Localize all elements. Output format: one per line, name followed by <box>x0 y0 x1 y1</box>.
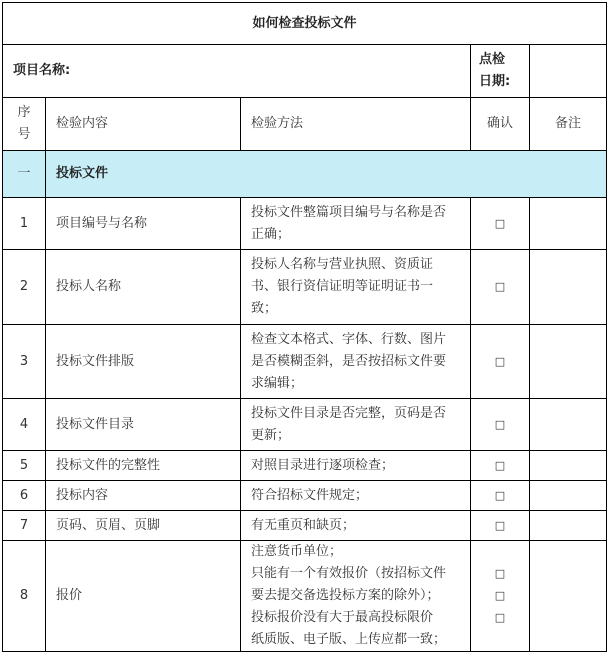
table-title: 如何检查投标文件 <box>3 3 607 45</box>
method-line: 正确； <box>251 226 291 242</box>
row-method <box>241 451 471 481</box>
table-row <box>3 481 607 511</box>
confirm-checkbox[interactable]: □ <box>494 589 506 602</box>
confirm-checkbox[interactable]: □ <box>494 280 506 293</box>
remark-cell[interactable] <box>530 451 607 481</box>
column-header-remark: 备注 <box>530 98 607 151</box>
method-line: 检查文本格式、字体、行数、图片 <box>251 331 447 347</box>
table-row <box>3 511 607 541</box>
confirm-cell <box>471 541 530 652</box>
confirm-checkbox[interactable]: □ <box>494 567 506 580</box>
row-number: 1 <box>3 198 46 250</box>
row-content: 项目编号与名称 <box>46 198 241 250</box>
confirm-cell <box>471 250 530 325</box>
check-date-value[interactable] <box>530 45 607 98</box>
row-method <box>241 541 471 652</box>
row-content: 页码、页眉、页脚 <box>46 511 241 541</box>
confirm-checkbox[interactable]: □ <box>494 458 506 472</box>
row-number: 8 <box>3 541 46 652</box>
row-method <box>241 325 471 399</box>
remark-cell[interactable] <box>530 399 607 451</box>
remark-cell[interactable] <box>530 481 607 511</box>
section-number: 一 <box>3 151 46 198</box>
row-number: 4 <box>3 399 46 451</box>
row-method <box>241 511 471 541</box>
row-content: 投标文件排版 <box>46 325 241 399</box>
row-content: 投标文件的完整性 <box>46 451 241 481</box>
row-method <box>241 198 471 250</box>
confirm-checkbox[interactable]: □ <box>494 518 506 532</box>
table-row <box>3 399 607 451</box>
row-number: 6 <box>3 481 46 511</box>
row-number: 5 <box>3 451 46 481</box>
method-line: 更新； <box>251 427 291 443</box>
table-row <box>3 325 607 399</box>
method-line: 符合招标文件规定； <box>251 487 369 503</box>
method-line: 求编辑； <box>251 375 304 391</box>
column-header-content: 检验内容 <box>46 98 241 151</box>
row-method <box>241 399 471 451</box>
table-row <box>3 451 607 481</box>
method-line: 对照目录进行逐项检查； <box>251 457 395 473</box>
table-row <box>3 541 607 652</box>
row-number: 2 <box>3 250 46 325</box>
confirm-cell <box>471 451 530 481</box>
table-body <box>3 198 607 652</box>
method-line: 纸质版、电子版、上传应都一致； <box>251 632 447 647</box>
row-method <box>241 250 471 325</box>
confirm-checkbox[interactable]: □ <box>494 611 506 624</box>
confirm-checkbox[interactable]: □ <box>494 354 506 368</box>
row-number: 7 <box>3 511 46 541</box>
remark-cell[interactable] <box>530 250 607 325</box>
column-header-no: 序 号 <box>3 98 46 151</box>
section-row <box>3 151 607 198</box>
table-row <box>3 198 607 250</box>
check-date-label: 点检 日期: <box>471 45 530 98</box>
project-info-row <box>3 45 607 98</box>
inspection-table <box>2 2 607 652</box>
column-header-confirm: 确认 <box>471 98 530 151</box>
method-line: 投标人名称与营业执照、资质证 <box>251 257 434 272</box>
method-line: 有无重页和缺页； <box>251 517 356 533</box>
row-number: 3 <box>3 325 46 399</box>
row-content: 报价 <box>46 541 241 652</box>
row-content: 投标文件目录 <box>46 399 241 451</box>
confirm-cell <box>471 325 530 399</box>
remark-cell[interactable] <box>530 541 607 652</box>
confirm-checkbox[interactable]: □ <box>494 488 506 502</box>
confirm-checkbox[interactable]: □ <box>494 216 506 230</box>
row-content: 投标人名称 <box>46 250 241 325</box>
method-line: 投标报价没有大于最高投标限价 <box>251 610 434 625</box>
column-header-method: 检验方法 <box>241 98 471 151</box>
confirm-checkbox[interactable]: □ <box>494 417 506 431</box>
table-row <box>3 250 607 325</box>
method-line: 注意货币单位； <box>251 544 343 559</box>
section-label: 投标文件 <box>46 151 607 198</box>
confirm-cell <box>471 481 530 511</box>
method-line: 投标文件目录是否完整，页码是否 <box>251 405 447 421</box>
title-row <box>3 3 607 45</box>
remark-cell[interactable] <box>530 511 607 541</box>
remark-cell[interactable] <box>530 325 607 399</box>
method-line: 是否模糊歪斜，是否按招标文件要 <box>251 353 447 369</box>
confirm-cell <box>471 198 530 250</box>
remark-cell[interactable] <box>530 198 607 250</box>
method-line: 投标文件整篇项目编号与名称是否 <box>251 204 447 220</box>
method-line: 致； <box>251 301 278 316</box>
column-header-row <box>3 98 607 151</box>
method-line: 要去提交备选投标方案的除外）； <box>251 588 440 603</box>
method-line: 只能有一个有效报价（按招标文件 <box>251 566 447 581</box>
confirm-cell <box>471 399 530 451</box>
method-line: 书、银行资信证明等证明证书一 <box>251 279 434 294</box>
row-content: 投标内容 <box>46 481 241 511</box>
row-method <box>241 481 471 511</box>
confirm-cell <box>471 511 530 541</box>
project-name-label: 项目名称: <box>3 45 471 98</box>
